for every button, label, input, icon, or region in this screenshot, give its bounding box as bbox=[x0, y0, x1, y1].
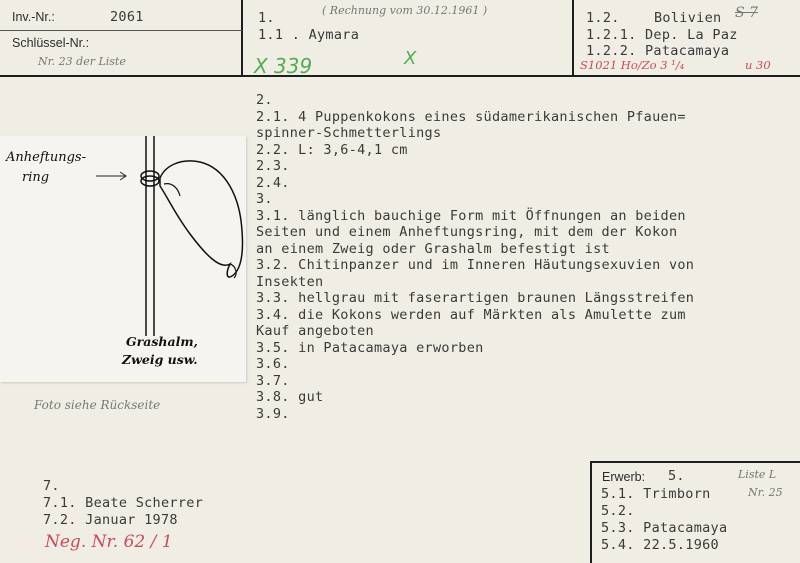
section-5-4-date: 5.4. 22.5.1960 bbox=[601, 537, 719, 553]
header-bottom-rule bbox=[0, 75, 800, 77]
header-divider-2 bbox=[572, 0, 574, 77]
sketch-label-ring-1: Anheftungs- bbox=[6, 150, 86, 165]
sketch-paper bbox=[0, 136, 246, 382]
body-line-2-1: 2.1. 4 Puppenkokons eines südamerikanischen Pfauen= bbox=[256, 108, 686, 125]
body-line-3-1: 3.1. länglich bauchige Form mit Öffnungen an beiden bbox=[256, 207, 686, 224]
body-line-3-1-cont-b: an einem Zweig oder Grashalm befestigt ist bbox=[256, 240, 610, 257]
section-5-3-place: 5.3. Patacamaya bbox=[601, 520, 728, 536]
list-note-1: Liste L bbox=[738, 468, 777, 481]
sketch-label-ring-2: ring bbox=[22, 170, 50, 185]
body-line-2-4: 2.4. bbox=[256, 174, 290, 191]
body-line-3-1-cont-a: Seiten und einem Anheftungsring, mit dem der Kokon bbox=[256, 224, 678, 240]
body-line-3-2-cont: Insekten bbox=[256, 273, 324, 290]
section-5-number: 5. bbox=[668, 468, 685, 484]
sketch-label-stem-1: Grashalm, bbox=[126, 334, 198, 349]
list-note-2: Nr. 25 bbox=[748, 486, 783, 499]
body-line-3-9: 3.9. bbox=[256, 405, 290, 422]
sketch-label-stem-2: Zweig usw. bbox=[122, 352, 198, 367]
section-1-2-number: 1.2. bbox=[586, 10, 620, 26]
body-line-2-3: 2.3. bbox=[256, 158, 290, 174]
green-number-mark: X 339 bbox=[254, 54, 313, 78]
section-1-2-2-place: 1.2.2. Patacamaya bbox=[586, 43, 730, 59]
section-1-2-country: Bolivien bbox=[654, 10, 722, 26]
header-row-rule bbox=[0, 30, 242, 31]
key-number-note: Nr. 23 der Liste bbox=[38, 55, 126, 68]
reference-note-end: u 30 bbox=[745, 58, 771, 72]
acquisition-box-left bbox=[590, 461, 592, 563]
section-7-2-date: 7.2. Januar 1978 bbox=[43, 512, 178, 528]
section-1-2-1-department: 1.2.1. Dep. La Paz bbox=[586, 27, 738, 43]
section-5-1-seller: 5.1. Trimborn bbox=[601, 486, 711, 502]
section-1-1-ethnic-group: 1.1 . Aymara bbox=[258, 27, 360, 43]
section-7-number: 7. bbox=[43, 478, 60, 494]
negative-number-note: Neg. Nr. 62 / 1 bbox=[45, 532, 173, 552]
body-line-3-5: 3.5. in Patacamaya erworben bbox=[256, 339, 484, 356]
inventory-label: Inv.-Nr.: bbox=[12, 10, 55, 24]
invoice-note: ( Rechnung vom 30.12.1961 ) bbox=[322, 4, 488, 17]
body-line-3-7: 3.7. bbox=[256, 372, 290, 389]
key-number-label: Schlüssel-Nr.: bbox=[12, 36, 90, 50]
body-line-3-2: 3.2. Chitinpanzer und im Inneren Häutungsexuvien von bbox=[256, 257, 695, 273]
body-line-3-4-cont: Kauf angeboten bbox=[256, 323, 374, 339]
inventory-number: 2061 bbox=[110, 9, 144, 25]
body-line-3-6: 3.6. bbox=[256, 356, 290, 372]
body-line-2: 2. bbox=[256, 92, 273, 108]
acquisition-box-top bbox=[590, 461, 800, 463]
photo-note: Foto siehe Rückseite bbox=[34, 398, 161, 412]
reference-note: S1021 Ho/Zo 3 ¹/₄ bbox=[580, 58, 685, 72]
body-line-3-4: 3.4. die Kokons werden auf Märkten als Amulette zum bbox=[256, 306, 686, 323]
section-7-1-author: 7.1. Beate Scherrer bbox=[43, 495, 204, 511]
section-5-2: 5.2. bbox=[601, 503, 635, 519]
acquisition-label: Erwerb: bbox=[602, 470, 646, 484]
header-divider-1 bbox=[241, 0, 243, 77]
body-line-2-2: 2.2. L: 3,6-4,1 cm bbox=[256, 141, 408, 158]
country-mark: S 7 bbox=[735, 5, 758, 21]
body-line-3-3: 3.3. hellgrau mit faserartigen braunen Längsstreifen bbox=[256, 290, 695, 306]
green-check-mark: X bbox=[404, 48, 417, 69]
body-line-3: 3. bbox=[256, 191, 273, 207]
body-line-3-8: 3.8. gut bbox=[256, 389, 324, 405]
section-1-number: 1. bbox=[258, 10, 275, 26]
body-line-2-1-cont: spinner-Schmetterlings bbox=[256, 125, 442, 141]
